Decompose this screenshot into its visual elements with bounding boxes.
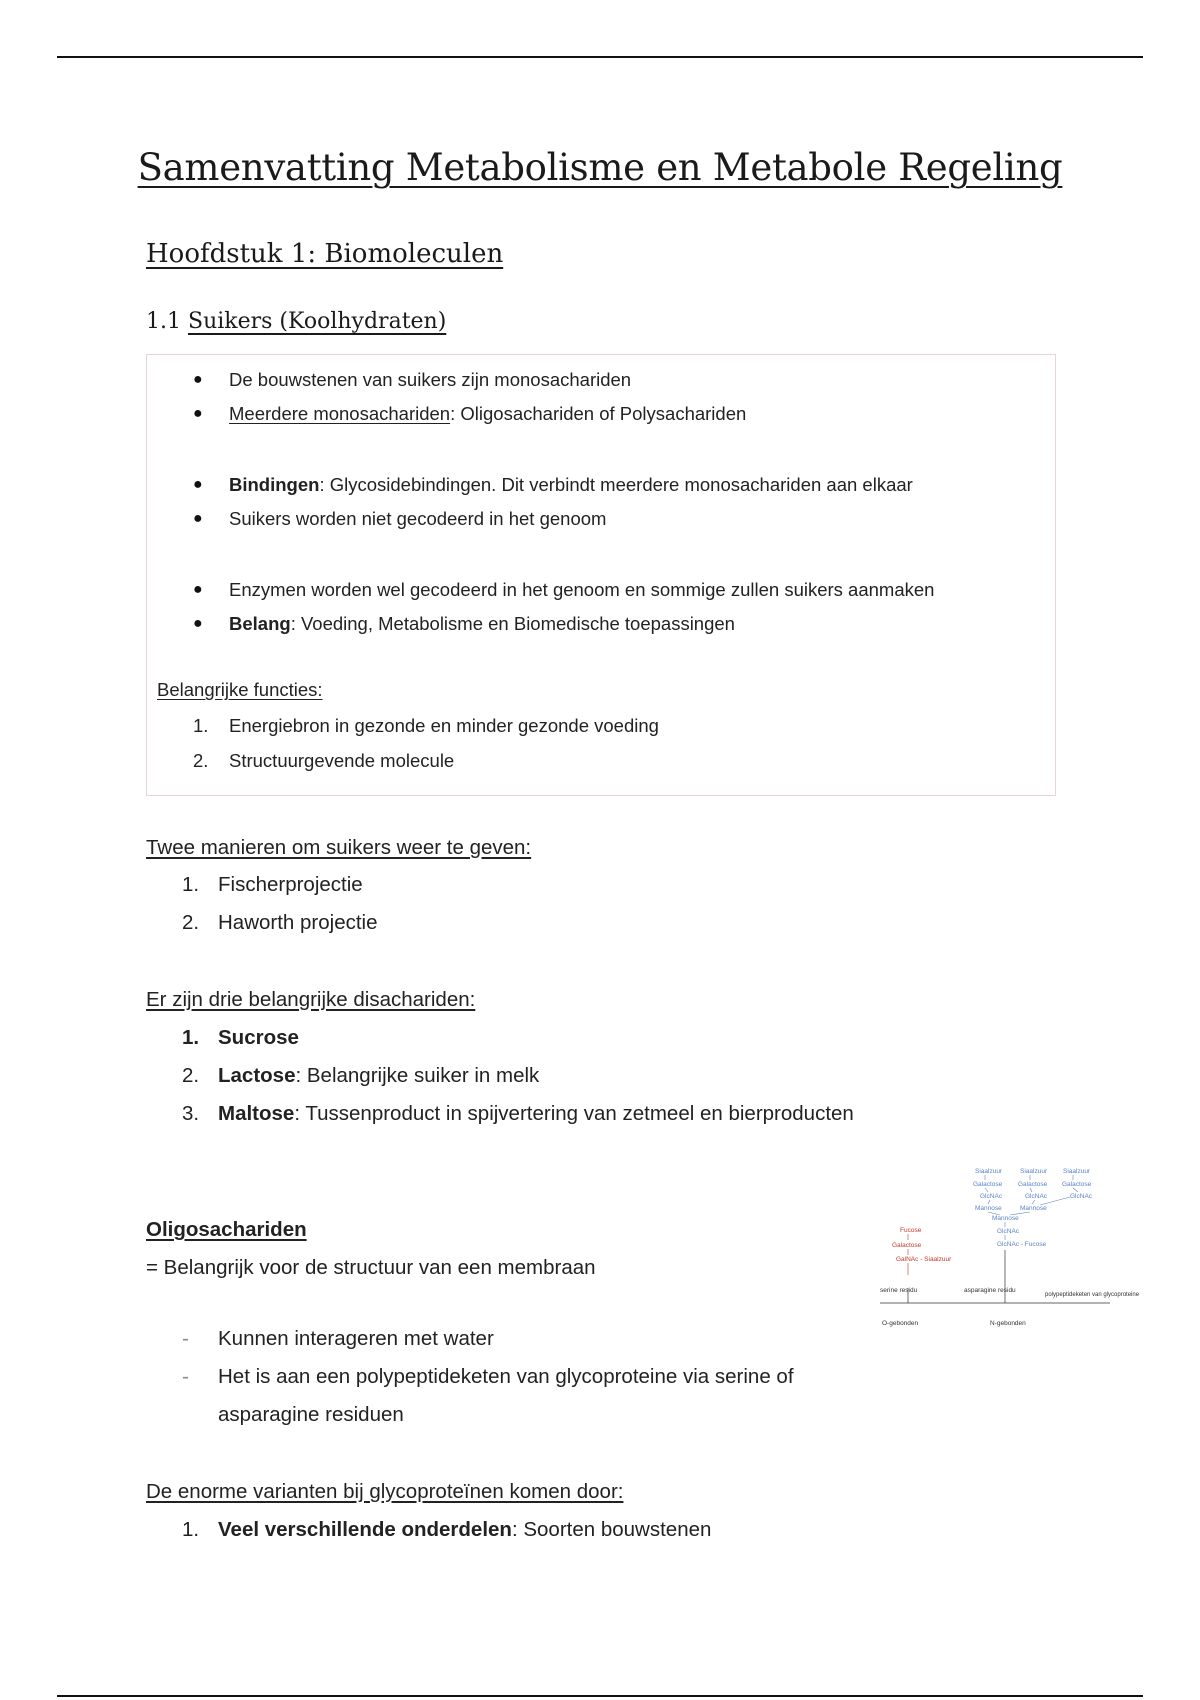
fig-label: GlcNAc — [997, 1228, 1020, 1235]
box-bullet-2: Meerdere monosachariden: Oligosachariden of Polysachariden — [229, 403, 747, 424]
fig-label: Siaalzuur — [975, 1168, 1003, 1175]
fig-label: Galactose — [892, 1242, 922, 1249]
fig-label: polypeptideketen van glycoproteine — [1045, 1292, 1140, 1298]
disaccharide-item: Lactose: Belangrijke suiker in melk — [218, 1064, 540, 1087]
box-bullet-3: Bindingen: Glycosidebindingen. Dit verbindt meerdere monosachariden aan elkaar — [229, 474, 913, 495]
functions-label: Belangrijke functies: — [157, 679, 323, 700]
summary-box — [146, 354, 1056, 796]
disaccharide-item: Maltose: Tussenproduct in spijvertering van zetmeel en bierproducten — [218, 1102, 854, 1125]
disaccharide-number: 1. — [182, 1026, 200, 1049]
fig-label: asparagine residu — [964, 1287, 1016, 1294]
fig-label: GlcNAc — [1070, 1193, 1093, 1200]
function-item: Structuurgevende molecule — [229, 750, 455, 771]
function-number: 1. — [193, 715, 209, 736]
fig-label: Mannose — [975, 1205, 1002, 1212]
fig-label: N-gebonden — [990, 1320, 1026, 1327]
fig-label: Galactose — [1062, 1181, 1092, 1188]
disaccharide-number: 3. — [182, 1102, 200, 1125]
bottom-rule — [57, 1695, 1143, 1697]
disaccharide-number: 2. — [182, 1064, 200, 1087]
variant-item: Veel verschillende onderdelen: Soorten bouwstenen — [218, 1518, 712, 1541]
fig-label: Siaalzuur — [1063, 1168, 1091, 1175]
glycan-structure-figure — [880, 1160, 1140, 1350]
projection-item: Fischerprojectie — [218, 873, 363, 896]
section-number: 1.1 — [146, 309, 181, 334]
bullet-dot: ● — [193, 510, 203, 527]
bullet-dot: ● — [193, 581, 203, 598]
bullet-dot: ● — [193, 615, 203, 632]
box-bullet-4: Suikers worden niet gecodeerd in het genoom — [229, 508, 607, 529]
projections-label: Twee manieren om suikers weer te geven: — [146, 836, 532, 859]
oligo-definition: = Belangrijk voor de structuur van een membraan — [146, 1256, 596, 1279]
function-item: Energiebron in gezonde en minder gezonde voeding — [229, 715, 659, 736]
bullet-dot: ● — [193, 371, 203, 388]
oligo-heading: Oligosachariden — [146, 1218, 307, 1241]
section-heading — [146, 309, 446, 334]
oligo-item-continued: asparagine residuen — [218, 1403, 404, 1426]
page-title: Samenvatting Metabolisme en Metabole Regeling — [137, 146, 1063, 189]
bullet-dot: ● — [193, 476, 203, 493]
fig-label: GlcNAc — [1025, 1193, 1048, 1200]
disaccharide-item: Sucrose — [218, 1026, 299, 1049]
fig-label: Galactose — [973, 1181, 1003, 1188]
fig-label: GalNAc - Siaalzuur — [896, 1256, 952, 1263]
fig-label: Mannose — [1020, 1205, 1047, 1212]
dash-marker: - — [182, 1327, 189, 1350]
projection-number: 1. — [182, 873, 200, 896]
fig-label: serine residu — [880, 1287, 918, 1294]
dash-marker: - — [182, 1365, 189, 1388]
variant-number: 1. — [182, 1518, 200, 1541]
fig-label: Galactose — [1018, 1181, 1048, 1188]
box-bullet-5: Enzymen worden wel gecodeerd in het genoom en sommige zullen suikers aanmaken — [229, 579, 935, 600]
fig-label: Fucose — [900, 1227, 922, 1234]
fig-label: O-gebonden — [882, 1320, 919, 1327]
projection-item: Haworth projectie — [218, 911, 378, 934]
projection-number: 2. — [182, 911, 200, 934]
function-number: 2. — [193, 750, 209, 771]
chapter-heading: Hoofdstuk 1: Biomoleculen — [146, 239, 504, 269]
disaccharides-label: Er zijn drie belangrijke disachariden: — [146, 988, 476, 1011]
fig-label: GlcNAc - Fucose — [997, 1241, 1047, 1248]
oligo-item: Kunnen interageren met water — [218, 1327, 494, 1350]
box-bullet-6: Belang: Voeding, Metabolisme en Biomedische toepassingen — [229, 613, 735, 634]
oligo-item: Het is aan een polypeptideketen van glycoproteine via serine of — [218, 1365, 794, 1388]
bullet-dot: ● — [193, 405, 203, 422]
variants-label: De enorme varianten bij glycoproteïnen komen door: — [146, 1480, 624, 1503]
section-title: Suikers (Koolhydraten) — [188, 309, 447, 334]
box-bullet-1: De bouwstenen van suikers zijn monosachariden — [229, 369, 632, 390]
fig-label: Siaalzuur — [1020, 1168, 1048, 1175]
fig-label: Mannose — [992, 1215, 1019, 1222]
fig-label: GlcNAc — [980, 1193, 1003, 1200]
top-rule — [57, 56, 1143, 58]
